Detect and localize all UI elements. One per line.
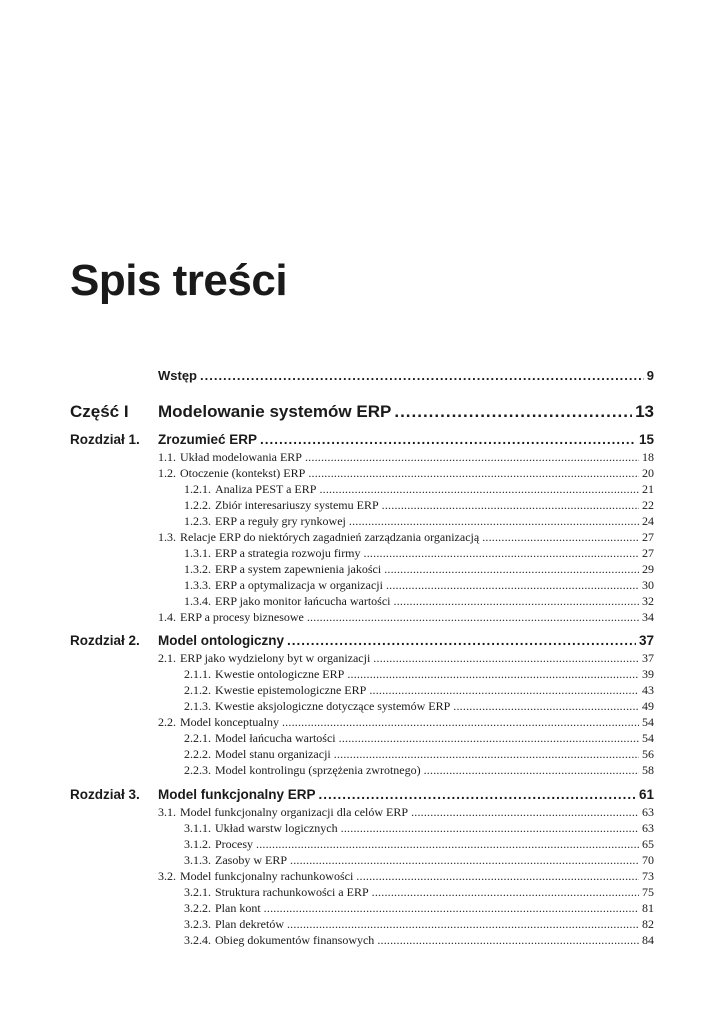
toc-entry-section[interactable] xyxy=(158,869,654,884)
leader-dots xyxy=(453,699,639,714)
entry-page: 27 xyxy=(642,530,654,544)
leader-dots xyxy=(373,651,639,666)
entry-page: 34 xyxy=(642,610,654,624)
entry-page: 30 xyxy=(642,578,654,592)
leader-dots xyxy=(290,853,639,868)
entry-page: 81 xyxy=(642,901,654,915)
entry-title: Model funkcjonalny rachunkowości xyxy=(180,869,354,883)
toc-entry-subsection[interactable] xyxy=(184,747,654,762)
leader-dots xyxy=(424,763,639,778)
toc-entry-subsection[interactable] xyxy=(184,917,654,932)
entry-page: 24 xyxy=(642,514,654,528)
entry-title: Model konceptualny xyxy=(180,715,279,729)
entry-page: 37 xyxy=(642,651,654,665)
entry-number: 2.1. xyxy=(158,651,176,665)
leader-dots xyxy=(341,821,639,836)
entry-title: Plan dekretów xyxy=(215,917,284,931)
entry-title: ERP jako monitor łańcucha wartości xyxy=(215,594,391,608)
toc-entry-subsection[interactable] xyxy=(184,594,654,609)
toc-entry-subsection[interactable] xyxy=(184,901,654,916)
toc-entry-subsection[interactable] xyxy=(184,933,654,948)
entry-number: 3.2.3. xyxy=(184,917,211,931)
entry-title: Zrozumieć ERP xyxy=(158,432,258,447)
entry-page: 32 xyxy=(642,594,654,608)
leader-dots xyxy=(369,683,639,698)
entry-page: 54 xyxy=(642,715,654,729)
entry-page: 63 xyxy=(642,805,654,819)
entry-title: Model funkcjonalny ERP xyxy=(158,787,316,802)
toc-entry-section[interactable] xyxy=(158,466,654,481)
entry-number: 1.3.3. xyxy=(184,578,211,592)
entry-page: 22 xyxy=(642,498,654,512)
leader-dots xyxy=(256,837,639,852)
toc-entry-subsection[interactable] xyxy=(184,853,654,868)
leader-dots xyxy=(394,402,632,422)
entry-page: 82 xyxy=(642,917,654,931)
leader-dots xyxy=(411,805,639,820)
toc-entry-section[interactable] xyxy=(158,805,654,820)
entry-title: Kwestie ontologiczne ERP xyxy=(215,667,345,681)
leader-dots xyxy=(384,562,639,577)
entry-title: Zasoby w ERP xyxy=(215,853,287,867)
toc-entry-section[interactable] xyxy=(158,530,654,545)
entry-page: 63 xyxy=(642,821,654,835)
leader-dots xyxy=(287,917,639,932)
entry-title: Układ modelowania ERP xyxy=(180,450,302,464)
entry-page: 37 xyxy=(638,633,654,648)
entry-number: 3.1.1. xyxy=(184,821,211,835)
entry-number: 3.1.2. xyxy=(184,837,211,851)
entry-number: 2.1.2. xyxy=(184,683,211,697)
entry-page: 13 xyxy=(635,402,654,421)
toc-entry-section[interactable] xyxy=(158,715,654,730)
entry-title: Relacje ERP do niektórych zagadnień zarządzania organizacją xyxy=(180,530,480,544)
entry-number: 2.2.1. xyxy=(184,731,211,745)
toc-entry-subsection[interactable] xyxy=(184,667,654,682)
entry-page: 49 xyxy=(642,699,654,713)
entry-title: Modelowanie systemów ERP xyxy=(158,402,392,421)
entry-number: 1.4. xyxy=(158,610,176,624)
leader-dots xyxy=(349,514,639,529)
leader-dots xyxy=(372,885,639,900)
entry-number: 3.2. xyxy=(158,869,176,883)
leader-dots xyxy=(264,901,639,916)
toc-entry-section[interactable] xyxy=(158,450,654,465)
entry-page: 84 xyxy=(642,933,654,947)
entry-page: 9 xyxy=(646,368,654,383)
entry-title: ERP a reguły gry rynkowej xyxy=(215,514,346,528)
toc-entry-subsection[interactable] xyxy=(184,699,654,714)
entry-title: Plan kont xyxy=(215,901,261,915)
toc-entry-chapter[interactable] xyxy=(158,787,654,802)
leader-dots xyxy=(382,498,639,513)
toc-entry-subsection[interactable] xyxy=(184,514,654,529)
toc-entry-chapter[interactable] xyxy=(158,633,654,648)
leader-dots xyxy=(308,466,639,481)
leader-dots xyxy=(319,787,636,802)
entry-number: 2.1.3. xyxy=(184,699,211,713)
toc-entry-subsection[interactable] xyxy=(184,837,654,852)
entry-title: Układ warstw logicznych xyxy=(215,821,338,835)
chapter-label: Rozdział 2. xyxy=(70,633,140,648)
entry-title: Model stanu organizacji xyxy=(215,747,331,761)
leader-dots xyxy=(364,546,639,561)
entry-page: 65 xyxy=(642,837,654,851)
entry-number: 3.2.1. xyxy=(184,885,211,899)
entry-number: 1.1. xyxy=(158,450,176,464)
entry-title: Kwestie aksjologiczne dotyczące systemów ERP xyxy=(215,699,451,713)
leader-dots xyxy=(482,530,639,545)
entry-page: 75 xyxy=(642,885,654,899)
leader-dots xyxy=(386,578,639,593)
toc-entry-subsection[interactable] xyxy=(184,821,654,836)
entry-number: 1.2.3. xyxy=(184,514,211,528)
leader-dots xyxy=(305,450,639,465)
page-title: Spis treści xyxy=(70,256,288,305)
entry-page: 27 xyxy=(642,546,654,560)
entry-number: 1.3.4. xyxy=(184,594,211,608)
entry-title: Model ontologiczny xyxy=(158,633,284,648)
toc-entry-subsection[interactable] xyxy=(184,683,654,698)
entry-title: Model kontrolingu (sprzężenia zwrotnego) xyxy=(215,763,421,777)
entry-title: Model łańcucha wartości xyxy=(215,731,336,745)
toc-entry-subsection[interactable] xyxy=(184,562,654,577)
toc-entry-subsection[interactable] xyxy=(184,546,654,561)
toc-entry-subsection[interactable] xyxy=(184,498,654,513)
chapter-label: Rozdział 1. xyxy=(70,432,140,447)
leader-dots xyxy=(260,432,636,447)
entry-title: Struktura rachunkowości a ERP xyxy=(215,885,369,899)
entry-page: 21 xyxy=(642,482,654,496)
entry-page: 56 xyxy=(642,747,654,761)
part-label: Część I xyxy=(70,402,129,421)
entry-page: 70 xyxy=(642,853,654,867)
entry-number: 2.1.1. xyxy=(184,667,211,681)
entry-page: 58 xyxy=(642,763,654,777)
entry-page: 73 xyxy=(642,869,654,883)
entry-number: 3.1.3. xyxy=(184,853,211,867)
toc-entry-subsection[interactable] xyxy=(184,731,654,746)
entry-number: 1.2.1. xyxy=(184,482,211,496)
entry-page: 43 xyxy=(642,683,654,697)
entry-title: Model funkcjonalny organizacji dla celów ERP xyxy=(180,805,409,819)
entry-number: 1.2.2. xyxy=(184,498,211,512)
entry-number: 1.3. xyxy=(158,530,176,544)
toc-entry-section[interactable] xyxy=(158,610,654,625)
entry-title: ERP a system zapewnienia jakości xyxy=(215,562,382,576)
entry-title: Analiza PEST a ERP xyxy=(215,482,317,496)
entry-page: 15 xyxy=(638,432,654,447)
leader-dots xyxy=(394,594,639,609)
toc-entry-section[interactable] xyxy=(158,651,654,666)
entry-page: 20 xyxy=(642,466,654,480)
entry-page: 18 xyxy=(642,450,654,464)
entry-page: 54 xyxy=(642,731,654,745)
entry-number: 2.2. xyxy=(158,715,176,729)
toc-entry-intro[interactable] xyxy=(158,368,654,383)
entry-page: 61 xyxy=(638,787,654,802)
entry-title: ERP a optymalizacja w organizacji xyxy=(215,578,383,592)
entry-page: 39 xyxy=(642,667,654,681)
toc-entry-part[interactable] xyxy=(158,402,654,422)
leader-dots xyxy=(282,715,639,730)
leader-dots xyxy=(339,731,639,746)
toc-entry-subsection[interactable] xyxy=(184,763,654,778)
chapter-label: Rozdział 3. xyxy=(70,787,140,802)
leader-dots xyxy=(334,747,639,762)
toc-entry-chapter[interactable] xyxy=(158,432,654,447)
entry-title: Obieg dokumentów finansowych xyxy=(215,933,375,947)
entry-page: 29 xyxy=(642,562,654,576)
leader-dots xyxy=(377,933,639,948)
entry-number: 2.2.3. xyxy=(184,763,211,777)
entry-number: 1.2. xyxy=(158,466,176,480)
entry-title: ERP jako wydzielony byt w organizacji xyxy=(180,651,371,665)
toc-entry-subsection[interactable] xyxy=(184,482,654,497)
entry-title: ERP a strategia rozwoju firmy xyxy=(215,546,361,560)
entry-number: 1.3.2. xyxy=(184,562,211,576)
toc-entry-subsection[interactable] xyxy=(184,578,654,593)
entry-title: ERP a procesy biznesowe xyxy=(180,610,304,624)
entry-title: Zbiór interesariuszy systemu ERP xyxy=(215,498,379,512)
entry-number: 3.1. xyxy=(158,805,176,819)
entry-number: 1.3.1. xyxy=(184,546,211,560)
leader-dots xyxy=(287,633,636,648)
entry-number: 2.2.2. xyxy=(184,747,211,761)
leader-dots xyxy=(200,368,644,383)
leader-dots xyxy=(307,610,639,625)
entry-title: Kwestie epistemologiczne ERP xyxy=(215,683,367,697)
entry-number: 3.2.2. xyxy=(184,901,211,915)
toc-entry-subsection[interactable] xyxy=(184,885,654,900)
leader-dots xyxy=(356,869,639,884)
leader-dots xyxy=(319,482,639,497)
entry-title: Wstęp xyxy=(158,368,197,383)
entry-title: Otoczenie (kontekst) ERP xyxy=(180,466,306,480)
entry-number: 3.2.4. xyxy=(184,933,211,947)
leader-dots xyxy=(347,667,639,682)
entry-title: Procesy xyxy=(215,837,253,851)
